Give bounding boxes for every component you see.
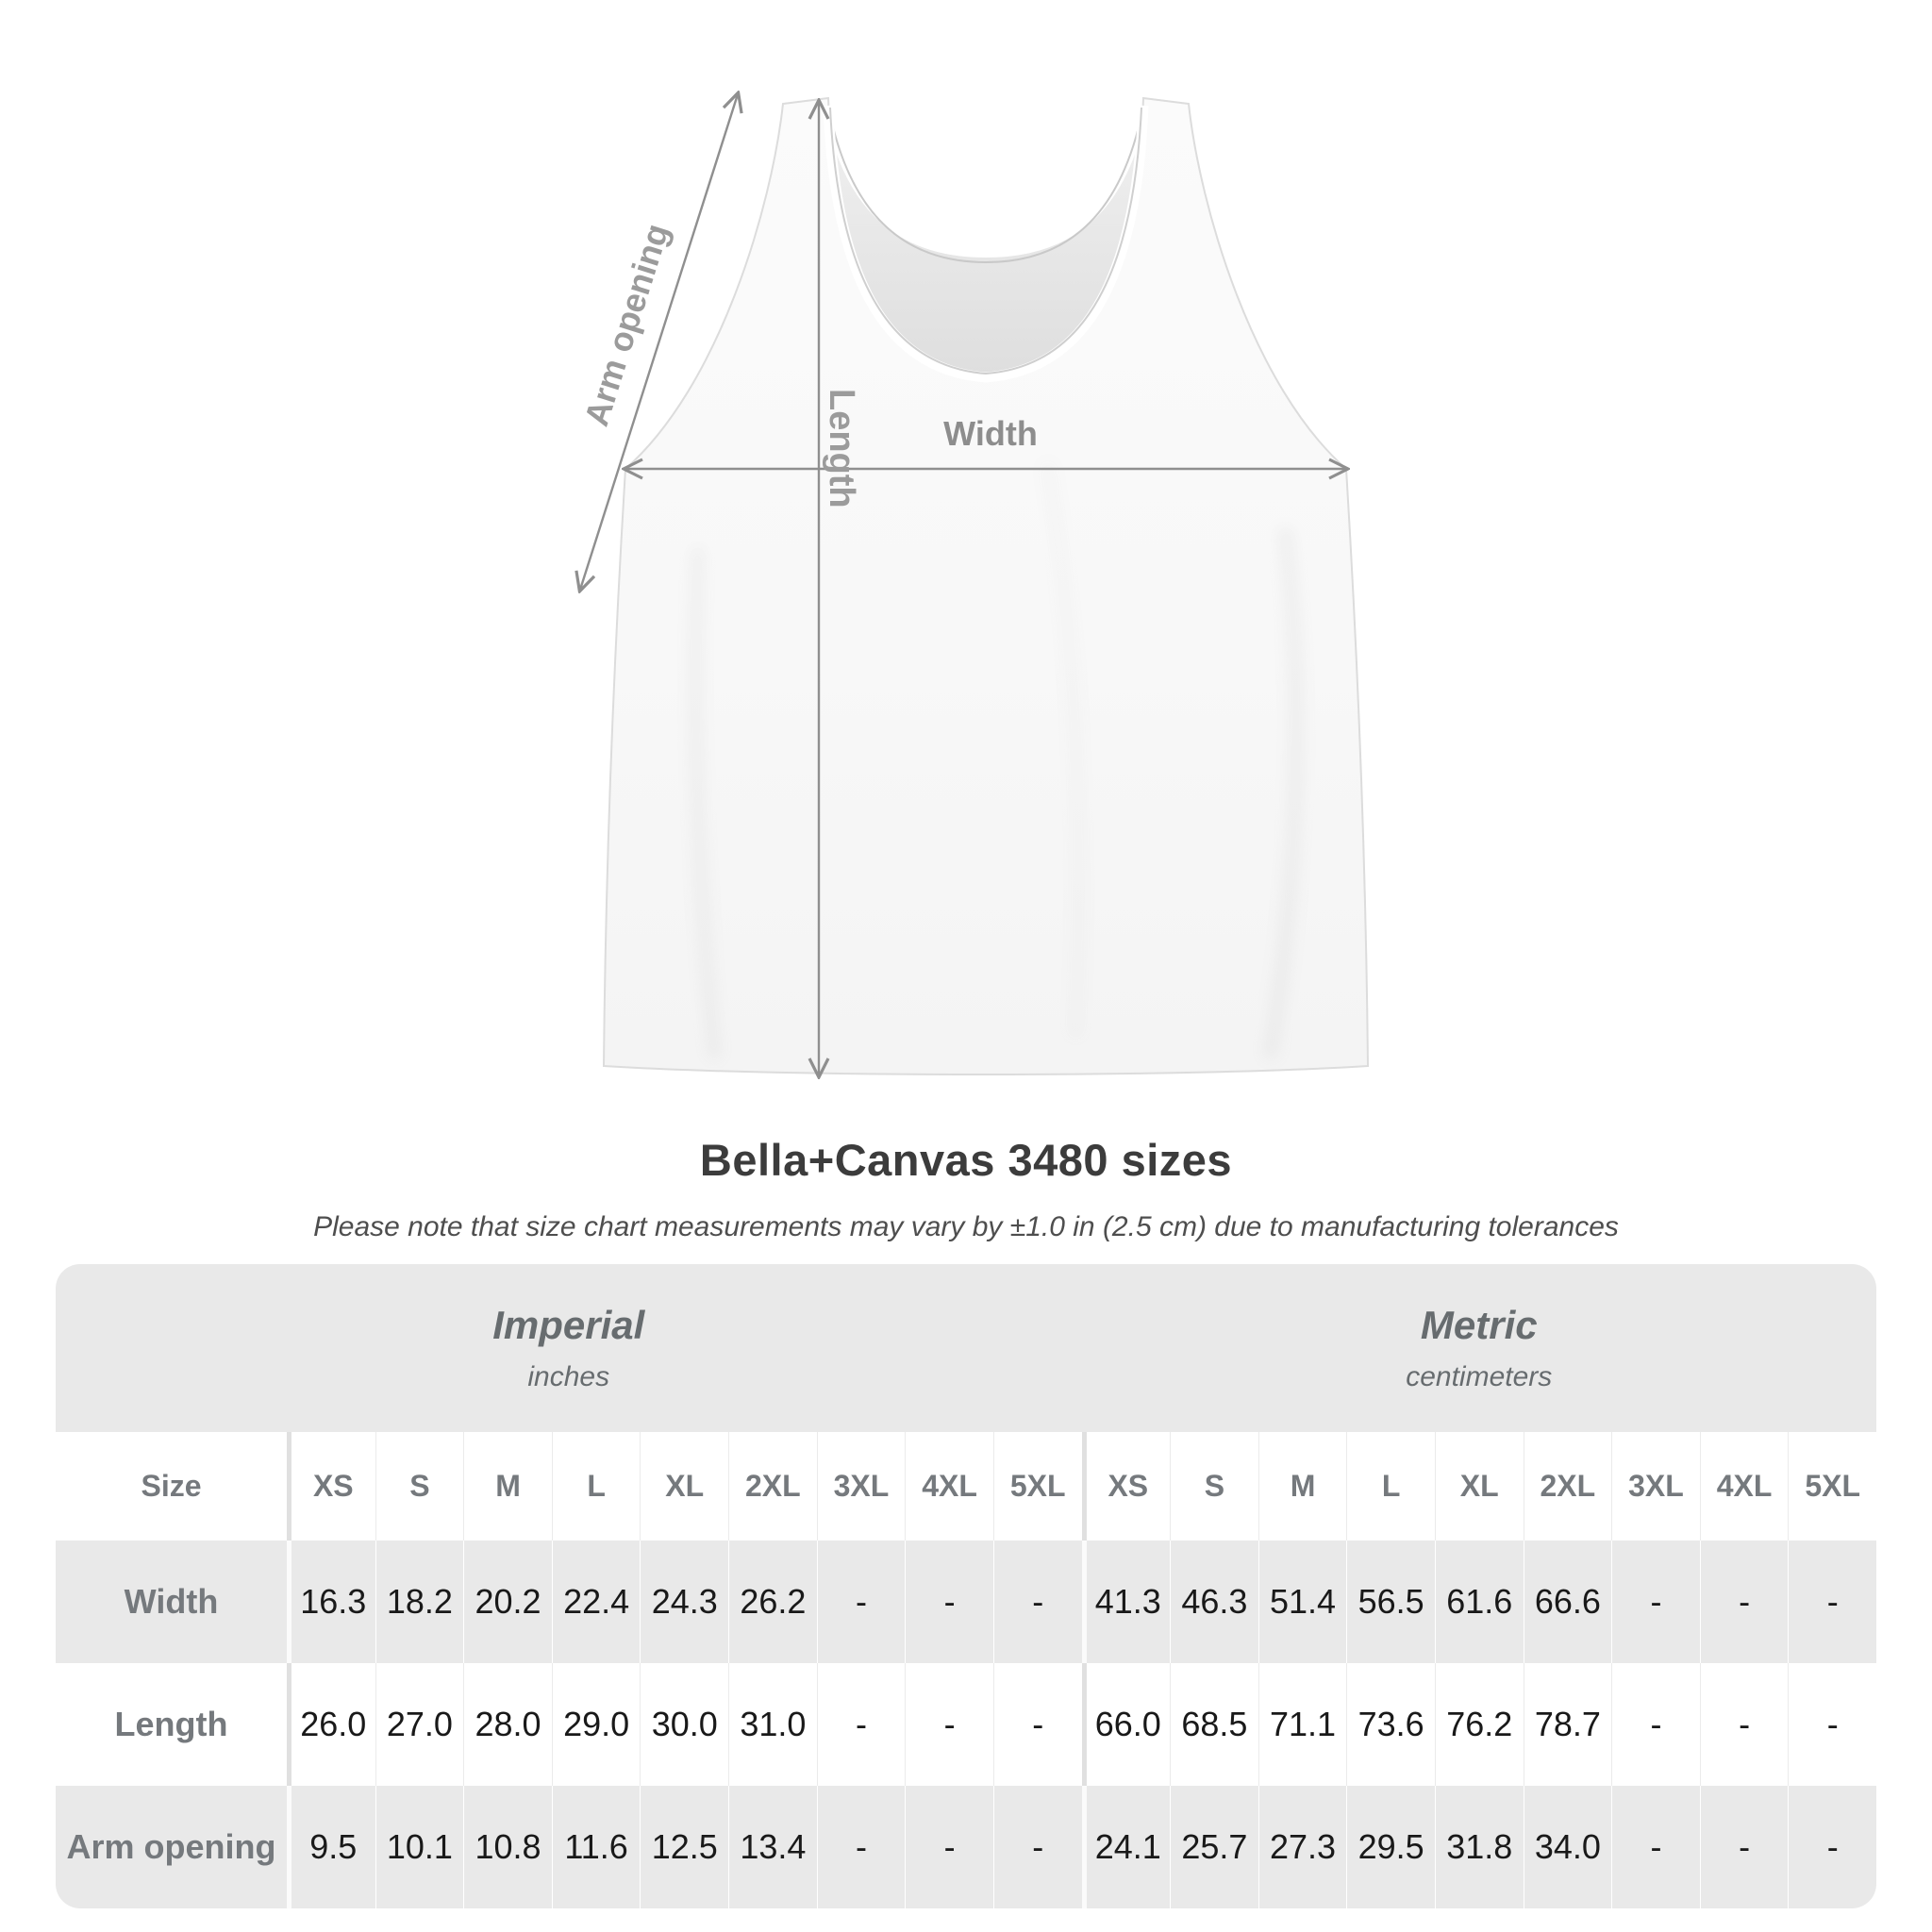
arm-opening-metric-5xl: - xyxy=(1788,1786,1876,1908)
size-column-header: Size xyxy=(56,1432,287,1541)
metric-title: Metric xyxy=(1420,1303,1538,1347)
imperial-title: Imperial xyxy=(492,1303,645,1347)
width-metric-5xl: - xyxy=(1788,1541,1876,1663)
metric-unit: centimeters xyxy=(1406,1361,1553,1392)
length-metric-3xl: - xyxy=(1611,1663,1700,1786)
length-metric-5xl: - xyxy=(1788,1663,1876,1786)
metric-header xyxy=(1082,1264,1877,1432)
length-label: Length xyxy=(822,389,861,508)
width-metric-2xl: 66.6 xyxy=(1524,1541,1612,1663)
width-label: Width xyxy=(943,414,1038,453)
imperial-unit: inches xyxy=(527,1361,610,1392)
arm-opening-imperial-xs: 9.5 xyxy=(287,1786,375,1908)
width-imperial-m: 20.2 xyxy=(463,1541,552,1663)
width-imperial-l: 22.4 xyxy=(552,1541,641,1663)
size-header-metric-xs: XS xyxy=(1082,1432,1171,1541)
width-metric-s: 46.3 xyxy=(1170,1541,1258,1663)
width-metric-m: 51.4 xyxy=(1258,1541,1347,1663)
length-imperial-l: 29.0 xyxy=(552,1663,641,1786)
arm-opening-metric-3xl: - xyxy=(1611,1786,1700,1908)
size-header-imperial-2xl: 2XL xyxy=(728,1432,817,1541)
width-imperial-xs: 16.3 xyxy=(287,1541,375,1663)
arm-opening-imperial-5xl: - xyxy=(993,1786,1082,1908)
width-imperial-2xl: 26.2 xyxy=(728,1541,817,1663)
length-metric-4xl: - xyxy=(1700,1663,1789,1786)
size-header-imperial-l: L xyxy=(552,1432,641,1541)
arm-opening-imperial-xl: 12.5 xyxy=(640,1786,728,1908)
arm-opening-imperial-3xl: - xyxy=(817,1786,906,1908)
row-label-length: Length xyxy=(56,1663,287,1786)
length-metric-xl: 76.2 xyxy=(1435,1663,1524,1786)
length-imperial-xl: 30.0 xyxy=(640,1663,728,1786)
width-metric-xs: 41.3 xyxy=(1082,1541,1171,1663)
arm-opening-metric-xl: 31.8 xyxy=(1435,1786,1524,1908)
size-table xyxy=(56,1264,1876,1908)
width-metric-3xl: - xyxy=(1611,1541,1700,1663)
arm-opening-metric-2xl: 34.0 xyxy=(1524,1786,1612,1908)
size-header-imperial-4xl: 4XL xyxy=(905,1432,993,1541)
length-imperial-5xl: - xyxy=(993,1663,1082,1786)
arm-opening-imperial-s: 10.1 xyxy=(375,1786,464,1908)
arm-opening-imperial-m: 10.8 xyxy=(463,1786,552,1908)
arm-opening-imperial-4xl: - xyxy=(905,1786,993,1908)
length-metric-m: 71.1 xyxy=(1258,1663,1347,1786)
width-metric-xl: 61.6 xyxy=(1435,1541,1524,1663)
size-header-imperial-3xl: 3XL xyxy=(817,1432,906,1541)
size-header-metric-m: M xyxy=(1258,1432,1347,1541)
arm-opening-imperial-l: 11.6 xyxy=(552,1786,641,1908)
size-header-imperial-s: S xyxy=(375,1432,464,1541)
length-metric-xs: 66.0 xyxy=(1082,1663,1171,1786)
imperial-header xyxy=(56,1264,1082,1432)
size-header-metric-s: S xyxy=(1170,1432,1258,1541)
size-header-imperial-m: M xyxy=(463,1432,552,1541)
arm-opening-metric-xs: 24.1 xyxy=(1082,1786,1171,1908)
length-metric-l: 73.6 xyxy=(1346,1663,1435,1786)
tank-body xyxy=(604,98,1368,1074)
row-label-arm-opening: Arm opening xyxy=(56,1786,287,1908)
arm-opening-metric-s: 25.7 xyxy=(1170,1786,1258,1908)
width-metric-4xl: - xyxy=(1700,1541,1789,1663)
length-imperial-m: 28.0 xyxy=(463,1663,552,1786)
size-header-metric-2xl: 2XL xyxy=(1524,1432,1612,1541)
size-header-imperial-5xl: 5XL xyxy=(993,1432,1082,1541)
length-metric-2xl: 78.7 xyxy=(1524,1663,1612,1786)
size-header-metric-3xl: 3XL xyxy=(1611,1432,1700,1541)
size-header-imperial-xl: XL xyxy=(640,1432,728,1541)
width-imperial-5xl: - xyxy=(993,1541,1082,1663)
arm-opening-metric-m: 27.3 xyxy=(1258,1786,1347,1908)
width-metric-l: 56.5 xyxy=(1346,1541,1435,1663)
size-header-imperial-xs: XS xyxy=(287,1432,375,1541)
length-imperial-4xl: - xyxy=(905,1663,993,1786)
arm-opening-metric-l: 29.5 xyxy=(1346,1786,1435,1908)
row-label-width: Width xyxy=(56,1541,287,1663)
width-imperial-3xl: - xyxy=(817,1541,906,1663)
tolerance-note: Please note that size chart measurements may vary by ±1.0 in (2.5 cm) due to manufacturing tolerances xyxy=(313,1211,1619,1242)
arm-opening-metric-4xl: - xyxy=(1700,1786,1789,1908)
length-imperial-3xl: - xyxy=(817,1663,906,1786)
size-header-metric-xl: XL xyxy=(1435,1432,1524,1541)
width-imperial-xl: 24.3 xyxy=(640,1541,728,1663)
length-imperial-s: 27.0 xyxy=(375,1663,464,1786)
arm-opening-imperial-2xl: 13.4 xyxy=(728,1786,817,1908)
length-imperial-xs: 26.0 xyxy=(287,1663,375,1786)
width-imperial-4xl: - xyxy=(905,1541,993,1663)
size-header-metric-l: L xyxy=(1346,1432,1435,1541)
page-title: Bella+Canvas 3480 sizes xyxy=(699,1135,1233,1185)
arm-opening-label: Arm opening xyxy=(576,219,677,431)
width-imperial-s: 18.2 xyxy=(375,1541,464,1663)
length-metric-s: 68.5 xyxy=(1170,1663,1258,1786)
size-header-metric-5xl: 5XL xyxy=(1788,1432,1876,1541)
size-header-metric-4xl: 4XL xyxy=(1700,1432,1789,1541)
tank-top-illustration xyxy=(472,57,1509,1094)
length-imperial-2xl: 31.0 xyxy=(728,1663,817,1786)
